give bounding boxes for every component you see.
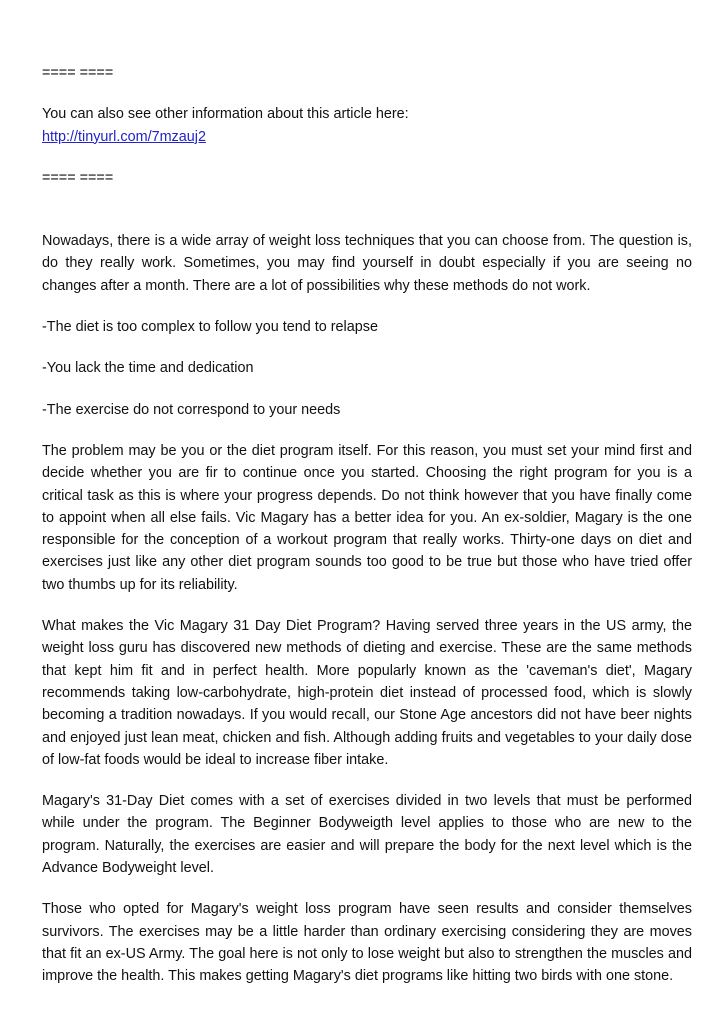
paragraph-program: What makes the Vic Magary 31 Day Diet Program? Having served three years in the US army, the weight loss guru has discovered new methods of dieting and exercise. These are the same methods that kept him fit and in perfect health. More popularly known as the 'caveman's diet', Magary recommends taking low-carbohydrate, high-protein diet instead of processed food, which is slowly becoming a tradition nowadays. If you would recall, our Stone Age ancestors did not have beer nights and enjoyed just lean meat, chicken and fish. Although adding fruits and vegetables to your daily dose of low-fat foods would be ideal to increase fiber intake.	[42, 618, 692, 768]
separator-bottom: ==== ====	[42, 169, 114, 186]
paragraph-problem: The problem may be you or the diet program itself. For this reason, you must set your mind first and decide whether you are fir to continue once you started. Choosing the right program for you is a critical task as this is where your progress depends. Do not think however that you have finally come to appoint when all else fails. Vic Magary has a better idea for you. An ex-soldier, Magary is the one responsible for the conception of a workout program that really works. Thirty-one days on diet and exercises just like any other diet program sounds too good to be true but those who have tried offer two thumbs up for its reliability.	[42, 442, 692, 593]
article-link[interactable]: http://tinyurl.com/7mzauj2	[42, 128, 206, 145]
bullet-complex-diet: -The diet is too complex to follow you tend to relapse	[42, 319, 378, 336]
bullet-exercise-needs: -The exercise do not correspond to your needs	[42, 401, 341, 418]
bullet-time-dedication: -You lack the time and dedication	[42, 360, 254, 377]
paragraph-levels: Magary's 31-Day Diet comes with a set of exercises divided in two levels that must be performed while under the program. The Beginner Bodyweigth level applies to those who are new to the program. Naturally, the exercises are easier and will prepare the body for the next level which is the Advance Bodyweight level.	[42, 793, 692, 877]
separator-top: ==== ====	[42, 65, 114, 81]
document-page	[42, 62, 692, 988]
info-text: You can also see other information about this article here:	[42, 106, 409, 123]
paragraph-results: Those who opted for Magary's weight loss program have seen results and consider themselves survivors. The exercises may be a little harder than ordinary exercising considering they are moves that fit an ex-US Army. The goal here is not only to lose weight but also to strengthen the muscles and improve the health. This makes getting Magary's diet programs like hitting two birds with one stone.	[42, 901, 692, 985]
paragraph-intro: Nowadays, there is a wide array of weight loss techniques that you can choose from. The question is, do they really work. Sometimes, you may find yourself in doubt especially if you are seeing no changes after a month. There are a lot of possibilities why these methods do not work.	[42, 233, 692, 294]
article-body	[42, 230, 692, 987]
